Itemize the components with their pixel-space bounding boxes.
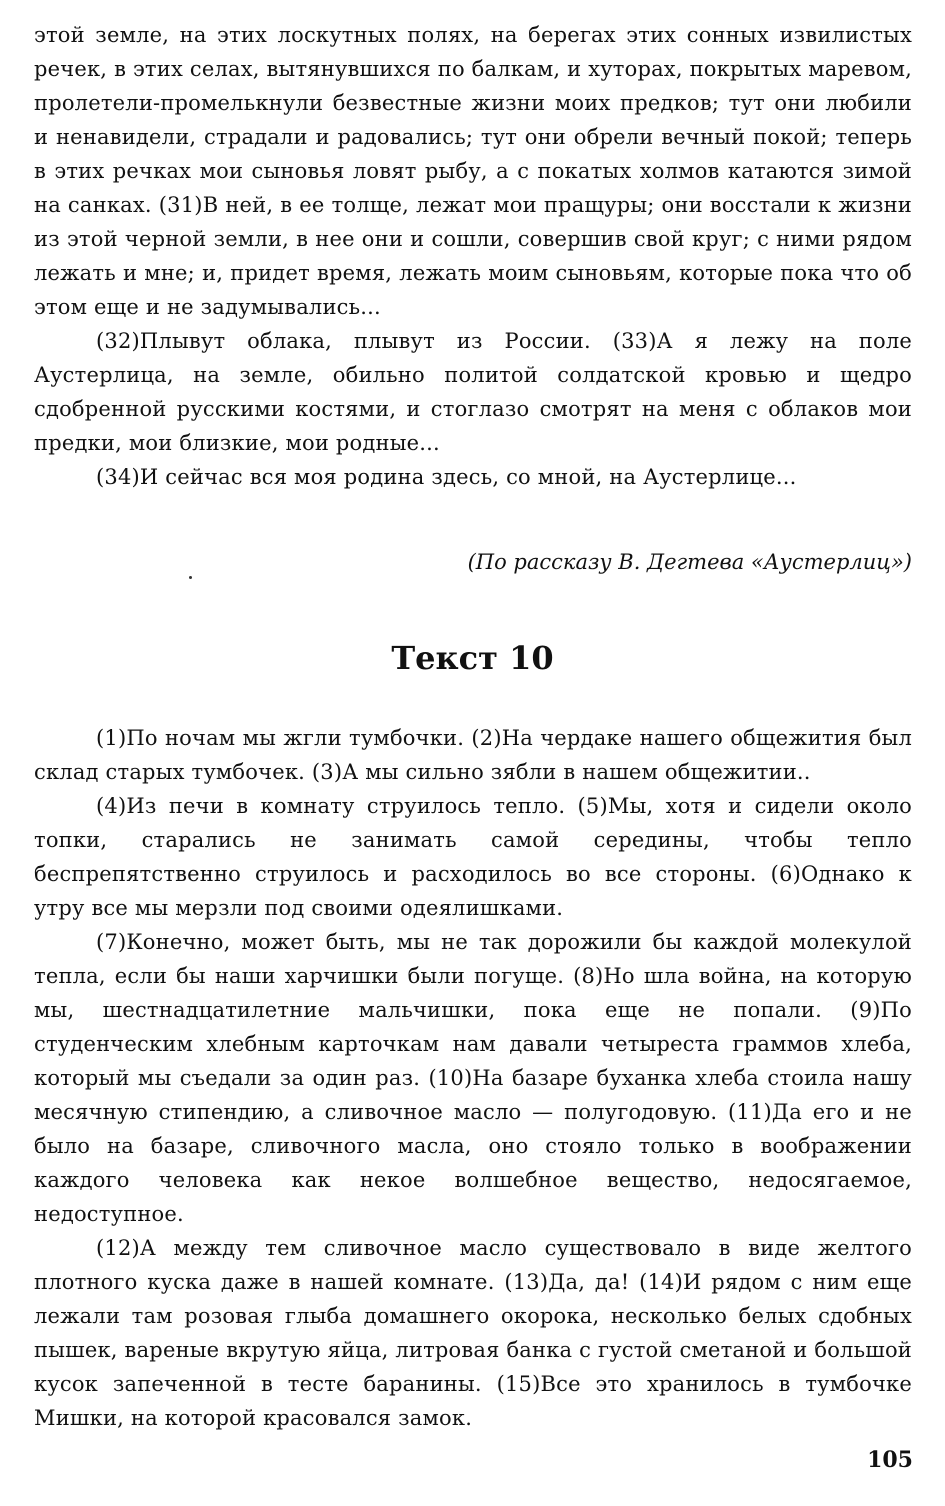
- paragraph: этой земле, на этих лоскутных полях, на берегах этих сонных извилистых речек, в этих селах, вытянувшихся по балкам, и хуторах, покрытых маревом, пролетели-промелькнули безвестные жизни моих предков; тут они любили и ненавидели, страдали и радовались; тут они обрели вечный покой; теперь в этих речках мои сыновья ловят рыбу, а с покатых холмов катаются зимой на санках. (31)В ней, в ее толще, лежат мои пращуры; они восстали к жизни из этой черной земли, в нее они и сошли, совершив свой круг; с ними рядом лежать и мне; и, придет время, лежать моим сыновьям, которые пока что об этом еще и не задумывались...: [34, 23, 912, 319]
- paragraph: (34)И сейчас вся моя родина здесь, со мной, на Аустерлице...: [96, 465, 797, 489]
- paragraph: (12)А между тем сливочное масло существовало в виде желтого плотного куска даже в нашей комнате. (13)Да, да! (14)И рядом с ним еще лежали там розовая глыба домашнего окорока, несколько белых сдобных пышек, вареные вкрутую яйца, литровая банка с густой сметаной и большой кусок запеченной в тесте баранины. (15)Все это хранилось в тумбочке Мишки, на которой красовался замок.: [34, 1236, 912, 1430]
- print-speck: [189, 576, 192, 579]
- text-title: Текст 10: [391, 639, 554, 677]
- page-number: 105: [867, 1447, 913, 1473]
- source-attribution: (По рассказу В. Дегтева «Аустерлиц»): [467, 550, 912, 574]
- previous-text-body: [34, 18, 912, 494]
- paragraph: (7)Конечно, может быть, мы не так дорожили бы каждой молекулой тепла, если бы наши харчишки были погуще. (8)Но шла война, на которую мы, шестнадцатилетние мальчишки, пока еще не попали. (9)По студенческим хлебным карточкам нам давали четыреста граммов хлеба, который мы съедали за один раз. (10)На базаре буханка хлеба стоила нашу месячную стипендию, а сливочное масло — полугодовую. (11)Да его и не было на базаре, сливочного масла, оно стояло только в воображении каждого человека как некое волшебное вещество, недосягаемое, недоступное.: [34, 930, 912, 1226]
- paragraph: (4)Из печи в комнату струилось тепло. (5)Мы, хотя и сидели около топки, старались не занимать самой середины, чтобы тепло беспрепятственно струилось и расходилось во все стороны. (6)Однако к утру все мы мерзли под своими одеялишками.: [34, 794, 912, 920]
- text10-body: [34, 721, 912, 1435]
- paragraph: (32)Плывут облака, плывут из России. (33)А я лежу на поле Аустерлица, на земле, обильно политой солдатской кровью и щедро сдобренной русскими костями, и стоглазо смотрят на меня с облаков мои предки, мои близкие, мои родные...: [34, 329, 912, 455]
- paragraph: (1)По ночам мы жгли тумбочки. (2)На чердаке нашего общежития был склад старых тумбочек. (3)А мы сильно зябли в нашем общежитии..: [34, 726, 912, 784]
